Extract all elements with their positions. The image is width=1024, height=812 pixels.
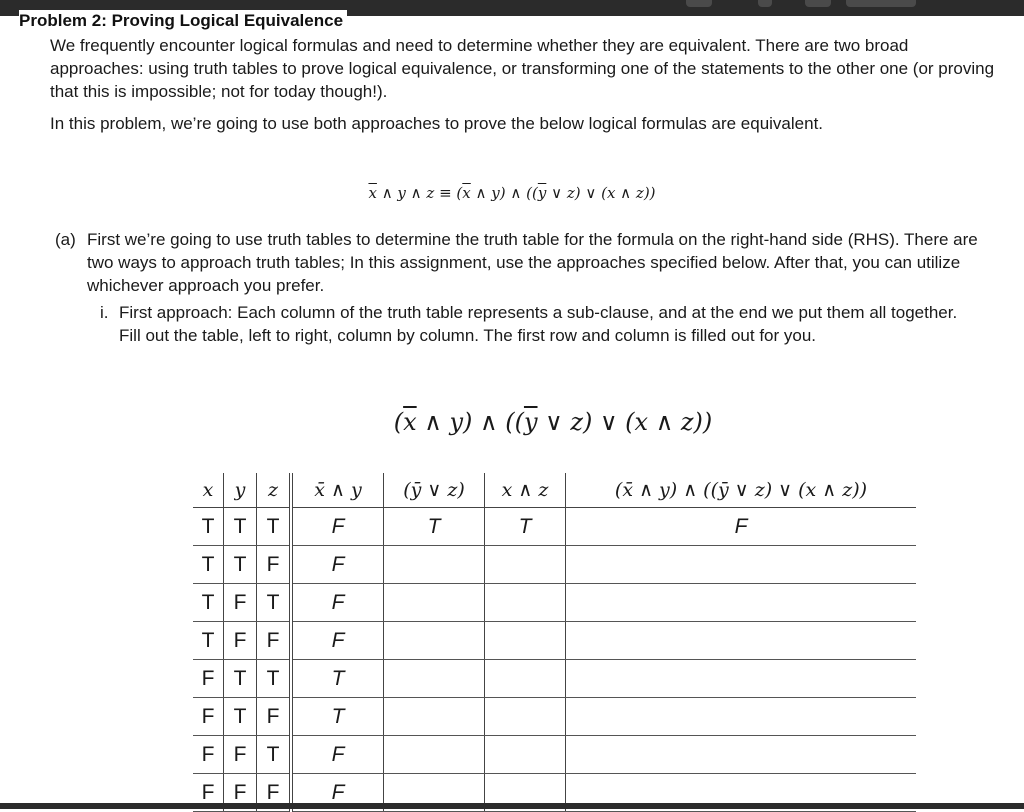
cell-not-y-or-z[interactable] xyxy=(384,584,485,622)
toolbar-page-icon[interactable] xyxy=(758,0,772,7)
cell-z: F xyxy=(257,546,292,584)
truth-table-header xyxy=(193,473,916,508)
part-i-instruction: Fill out the table, left to right, column by column. The first row and column is filled out for you. xyxy=(119,326,817,345)
table-row xyxy=(193,622,916,660)
cell-not-x-and-y[interactable]: F xyxy=(291,622,384,660)
cell-x: T xyxy=(193,622,224,660)
cell-y: T xyxy=(224,660,257,698)
cell-x: F xyxy=(193,698,224,736)
toolbar-search-field[interactable] xyxy=(846,0,916,7)
cell-z: F xyxy=(257,622,292,660)
toolbar-settings-icon[interactable] xyxy=(805,0,831,7)
cell-x: T xyxy=(193,508,224,546)
header-y: y xyxy=(224,473,257,508)
cell-x-and-z[interactable] xyxy=(485,546,566,584)
part-a xyxy=(55,228,990,297)
cell-not-x-and-y[interactable]: F xyxy=(291,584,384,622)
cell-not-y-or-z[interactable] xyxy=(384,736,485,774)
cell-rhs[interactable] xyxy=(566,622,917,660)
cell-not-y-or-z[interactable] xyxy=(384,546,485,584)
cell-x-and-z[interactable]: T xyxy=(485,508,566,546)
cell-x: F xyxy=(193,774,224,812)
table-row xyxy=(193,546,916,584)
task-paragraph: In this problem, we’re going to use both approaches to prove the below logical formulas are equivalent. xyxy=(50,114,824,133)
cell-z: T xyxy=(257,508,292,546)
cell-z: F xyxy=(257,774,292,812)
cell-y: F xyxy=(224,774,257,812)
cell-not-x-and-y[interactable]: F xyxy=(291,508,384,546)
table-row xyxy=(193,736,916,774)
cell-rhs[interactable] xyxy=(566,546,917,584)
table-row xyxy=(193,584,916,622)
cell-not-x-and-y[interactable]: T xyxy=(291,660,384,698)
cell-x-and-z[interactable] xyxy=(485,622,566,660)
cell-not-x-and-y[interactable]: F xyxy=(291,774,384,812)
header-rhs: (x̄ ∧ y) ∧ ((ȳ ∨ z) ∨ (x ∧ z)) xyxy=(566,473,917,508)
cell-y: F xyxy=(224,736,257,774)
cell-rhs[interactable] xyxy=(566,736,917,774)
cell-rhs[interactable]: F xyxy=(566,508,917,546)
toolbar-tool-icon[interactable] xyxy=(686,0,712,7)
cell-not-y-or-z[interactable] xyxy=(384,660,485,698)
cell-z: T xyxy=(257,736,292,774)
cell-not-y-or-z[interactable] xyxy=(384,698,485,736)
header-x-and-z: x ∧ z xyxy=(485,473,566,508)
cell-rhs[interactable] xyxy=(566,698,917,736)
cell-not-y-or-z[interactable]: T xyxy=(384,508,485,546)
rhs-formula: ($\overline{x}$ ∧ y) ∧ (($\overline{y}$ ∨ z) ∨ (x ∧ z)) xyxy=(393,408,713,436)
cell-z: T xyxy=(257,660,292,698)
cell-y: T xyxy=(224,508,257,546)
cell-x-and-z[interactable] xyxy=(485,698,566,736)
cell-z: T xyxy=(257,584,292,622)
cell-rhs[interactable] xyxy=(566,584,917,622)
intro-paragraph: We frequently encounter logical formulas and need to determine whether they are equivalent. There are two broad approaches: using truth tables to prove logical equivalence, or transforming one of the statements to the other one (or proving that this is impossible; not for today though!). xyxy=(50,36,995,101)
cell-rhs[interactable] xyxy=(566,660,917,698)
cell-not-x-and-y[interactable]: F xyxy=(291,546,384,584)
cell-x-and-z[interactable] xyxy=(485,584,566,622)
cell-z: F xyxy=(257,698,292,736)
part-a-label: (a) xyxy=(55,230,76,249)
cell-x-and-z[interactable] xyxy=(485,736,566,774)
table-row xyxy=(193,660,916,698)
table-row xyxy=(193,698,916,736)
truth-table xyxy=(193,473,916,812)
cell-x: F xyxy=(193,736,224,774)
part-i xyxy=(100,301,960,347)
cell-x: T xyxy=(193,584,224,622)
cell-x: F xyxy=(193,660,224,698)
cell-not-x-and-y[interactable]: T xyxy=(291,698,384,736)
problem-title: Problem 2: Proving Logical Equivalence xyxy=(19,10,347,32)
part-i-label: i. xyxy=(100,303,109,322)
viewer-bottom-edge xyxy=(0,803,1024,809)
cell-y: T xyxy=(224,698,257,736)
header-not-x-and-y: x̄ ∧ y xyxy=(291,473,384,508)
header-not-y-or-z: (ȳ ∨ z) xyxy=(384,473,485,508)
part-i-text: First approach: Each column of the truth table represents a sub-clause, and at the end we put them all together. xyxy=(119,303,958,322)
cell-y: F xyxy=(224,584,257,622)
cell-y: F xyxy=(224,622,257,660)
cell-x: T xyxy=(193,546,224,584)
table-row xyxy=(193,508,916,546)
cell-y: T xyxy=(224,546,257,584)
equivalence-statement: $\overline{x}$ ∧ y ∧ $z \equiv (\overline{x}$ ∧ y) ∧ (($\overline{y}$ ∨ z) ∨ (x ∧ z)) xyxy=(368,184,656,202)
cell-x-and-z[interactable] xyxy=(485,660,566,698)
cell-not-x-and-y[interactable]: F xyxy=(291,736,384,774)
header-x: x xyxy=(193,473,224,508)
cell-not-y-or-z[interactable] xyxy=(384,622,485,660)
header-z: z xyxy=(257,473,292,508)
part-a-text: First we’re going to use truth tables to determine the truth table for the formula on the right-hand side (RHS). There are two ways to approach truth tables; In this assignment, use the approaches specified below. After that, you can utilize whichever approach you prefer. xyxy=(87,230,978,295)
